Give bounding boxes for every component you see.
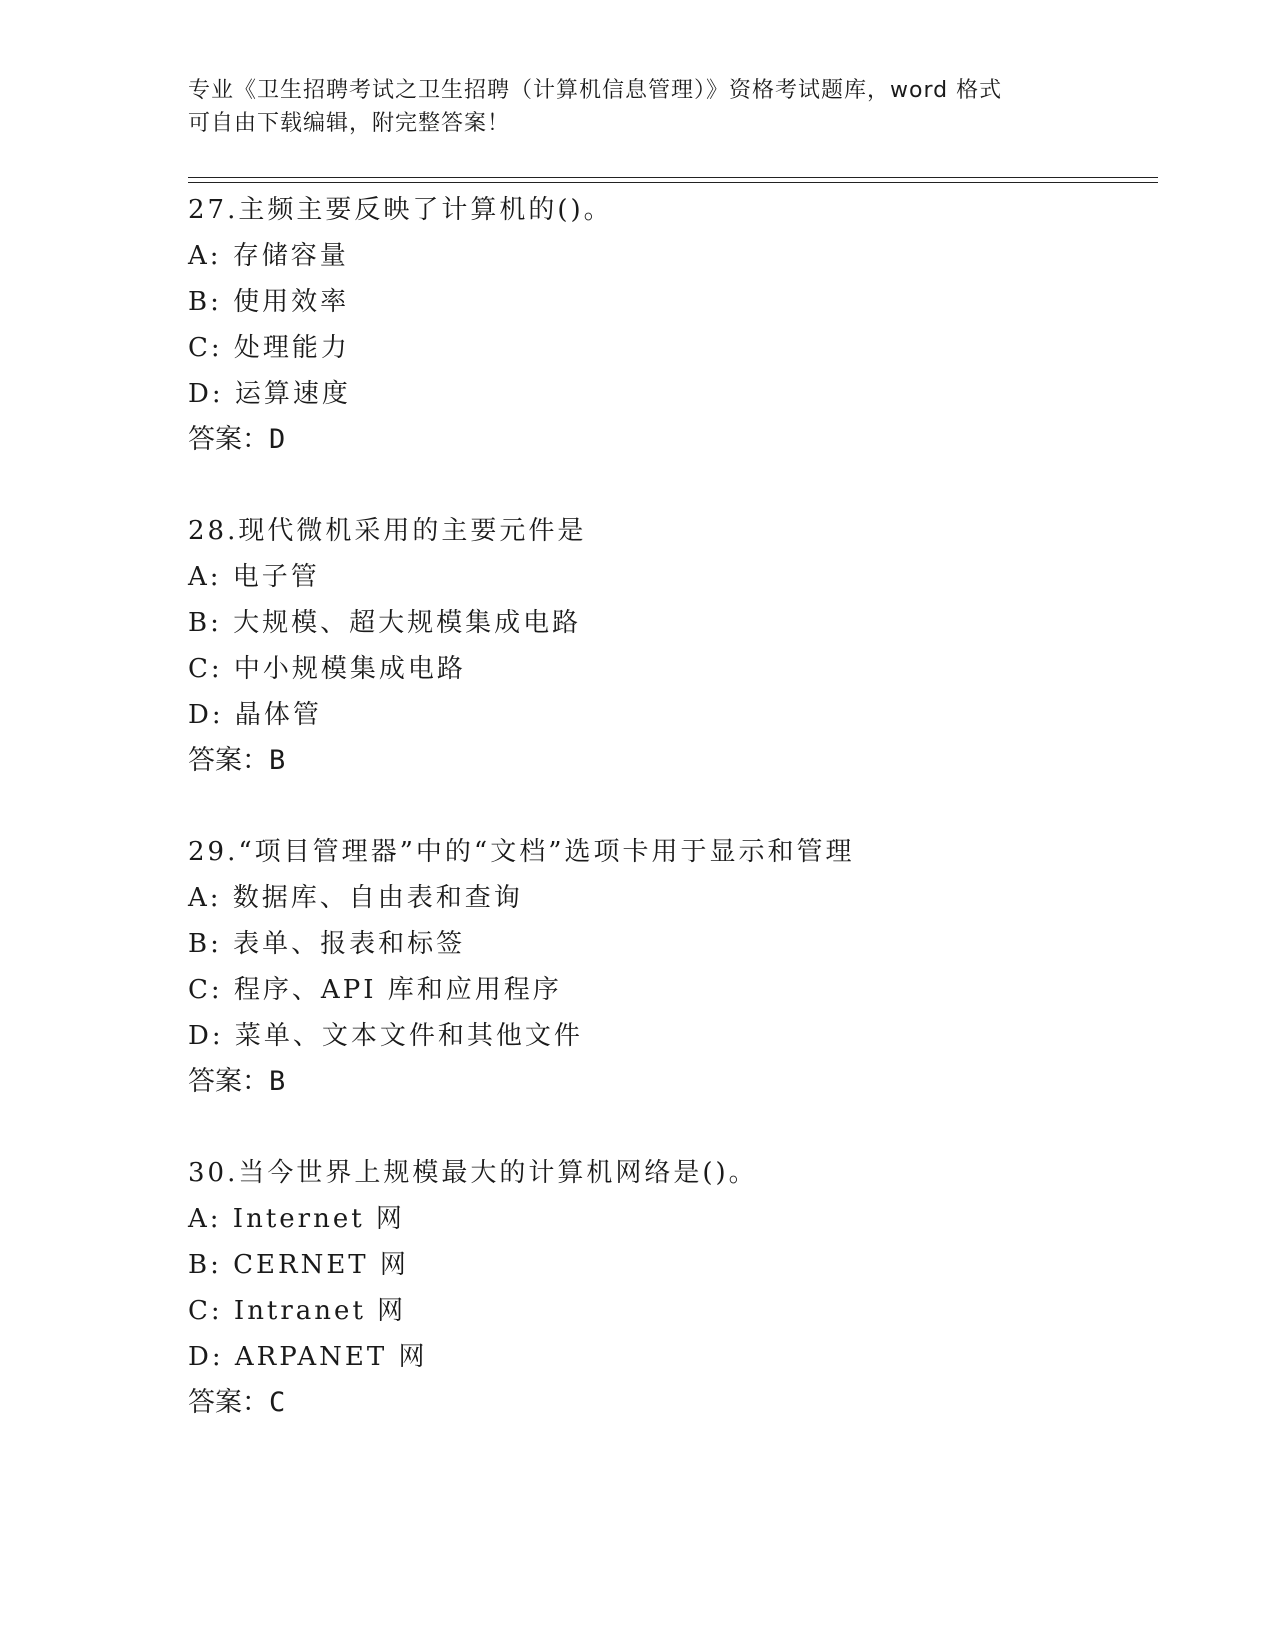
answer-line [188,417,1188,463]
answer-line [188,1059,1188,1105]
header-line-1: 专业《卫生招聘考试之卫生招聘（计算机信息管理）》资格考试题库，word 格式 [188,78,1003,103]
option-c: C: 处理能力 [188,333,350,363]
header-divider-top [188,177,1158,178]
option-b: B: 大规模、超大规模集成电路 [188,608,582,638]
question-stem: 30.当今世界上规模最大的计算机网络是()。 [188,1158,758,1188]
question-30 [188,1150,1188,1426]
answer-label: 答案： [188,424,269,455]
answer-line [188,738,1188,784]
option-d: D: 菜单、文本文件和其他文件 [188,1021,583,1051]
question-stem: 27.主频主要反映了计算机的()。 [188,195,613,225]
option-c: C: 中小规模集成电路 [188,654,466,684]
option-a: A: 存储容量 [188,241,349,271]
question-29 [188,829,1188,1105]
answer-value: D [269,424,286,455]
option-b: B: 表单、报表和标签 [188,929,466,959]
option-b: B: 使用效率 [188,287,350,317]
question-28 [188,508,1188,784]
option-a: A: 数据库、自由表和查询 [188,883,523,913]
option-b: B: CERNET 网 [188,1250,409,1280]
answer-value: C [269,1387,286,1418]
option-a: A: 电子管 [188,562,320,592]
option-a: A: Internet 网 [188,1204,405,1234]
option-d: D: 运算速度 [188,379,351,409]
answer-value: B [269,745,286,776]
question-27 [188,187,1188,463]
header-divider-bottom [188,182,1158,183]
option-c: C: 程序、API 库和应用程序 [188,975,562,1005]
header-line-2: 可自由下载编辑，附完整答案！ [188,111,511,136]
answer-line [188,1380,1188,1426]
question-stem: 29.“项目管理器”中的“文档”选项卡用于显示和管理 [188,837,855,867]
answer-value: B [269,1066,286,1097]
option-c: C: Intranet 网 [188,1296,407,1326]
option-d: D: 晶体管 [188,700,322,730]
option-d: D: ARPANET 网 [188,1342,428,1372]
answer-label: 答案： [188,1066,269,1097]
answer-label: 答案： [188,745,269,776]
document-header [188,74,1088,140]
answer-label: 答案： [188,1387,269,1418]
question-stem: 28.现代微机采用的主要元件是 [188,516,587,546]
